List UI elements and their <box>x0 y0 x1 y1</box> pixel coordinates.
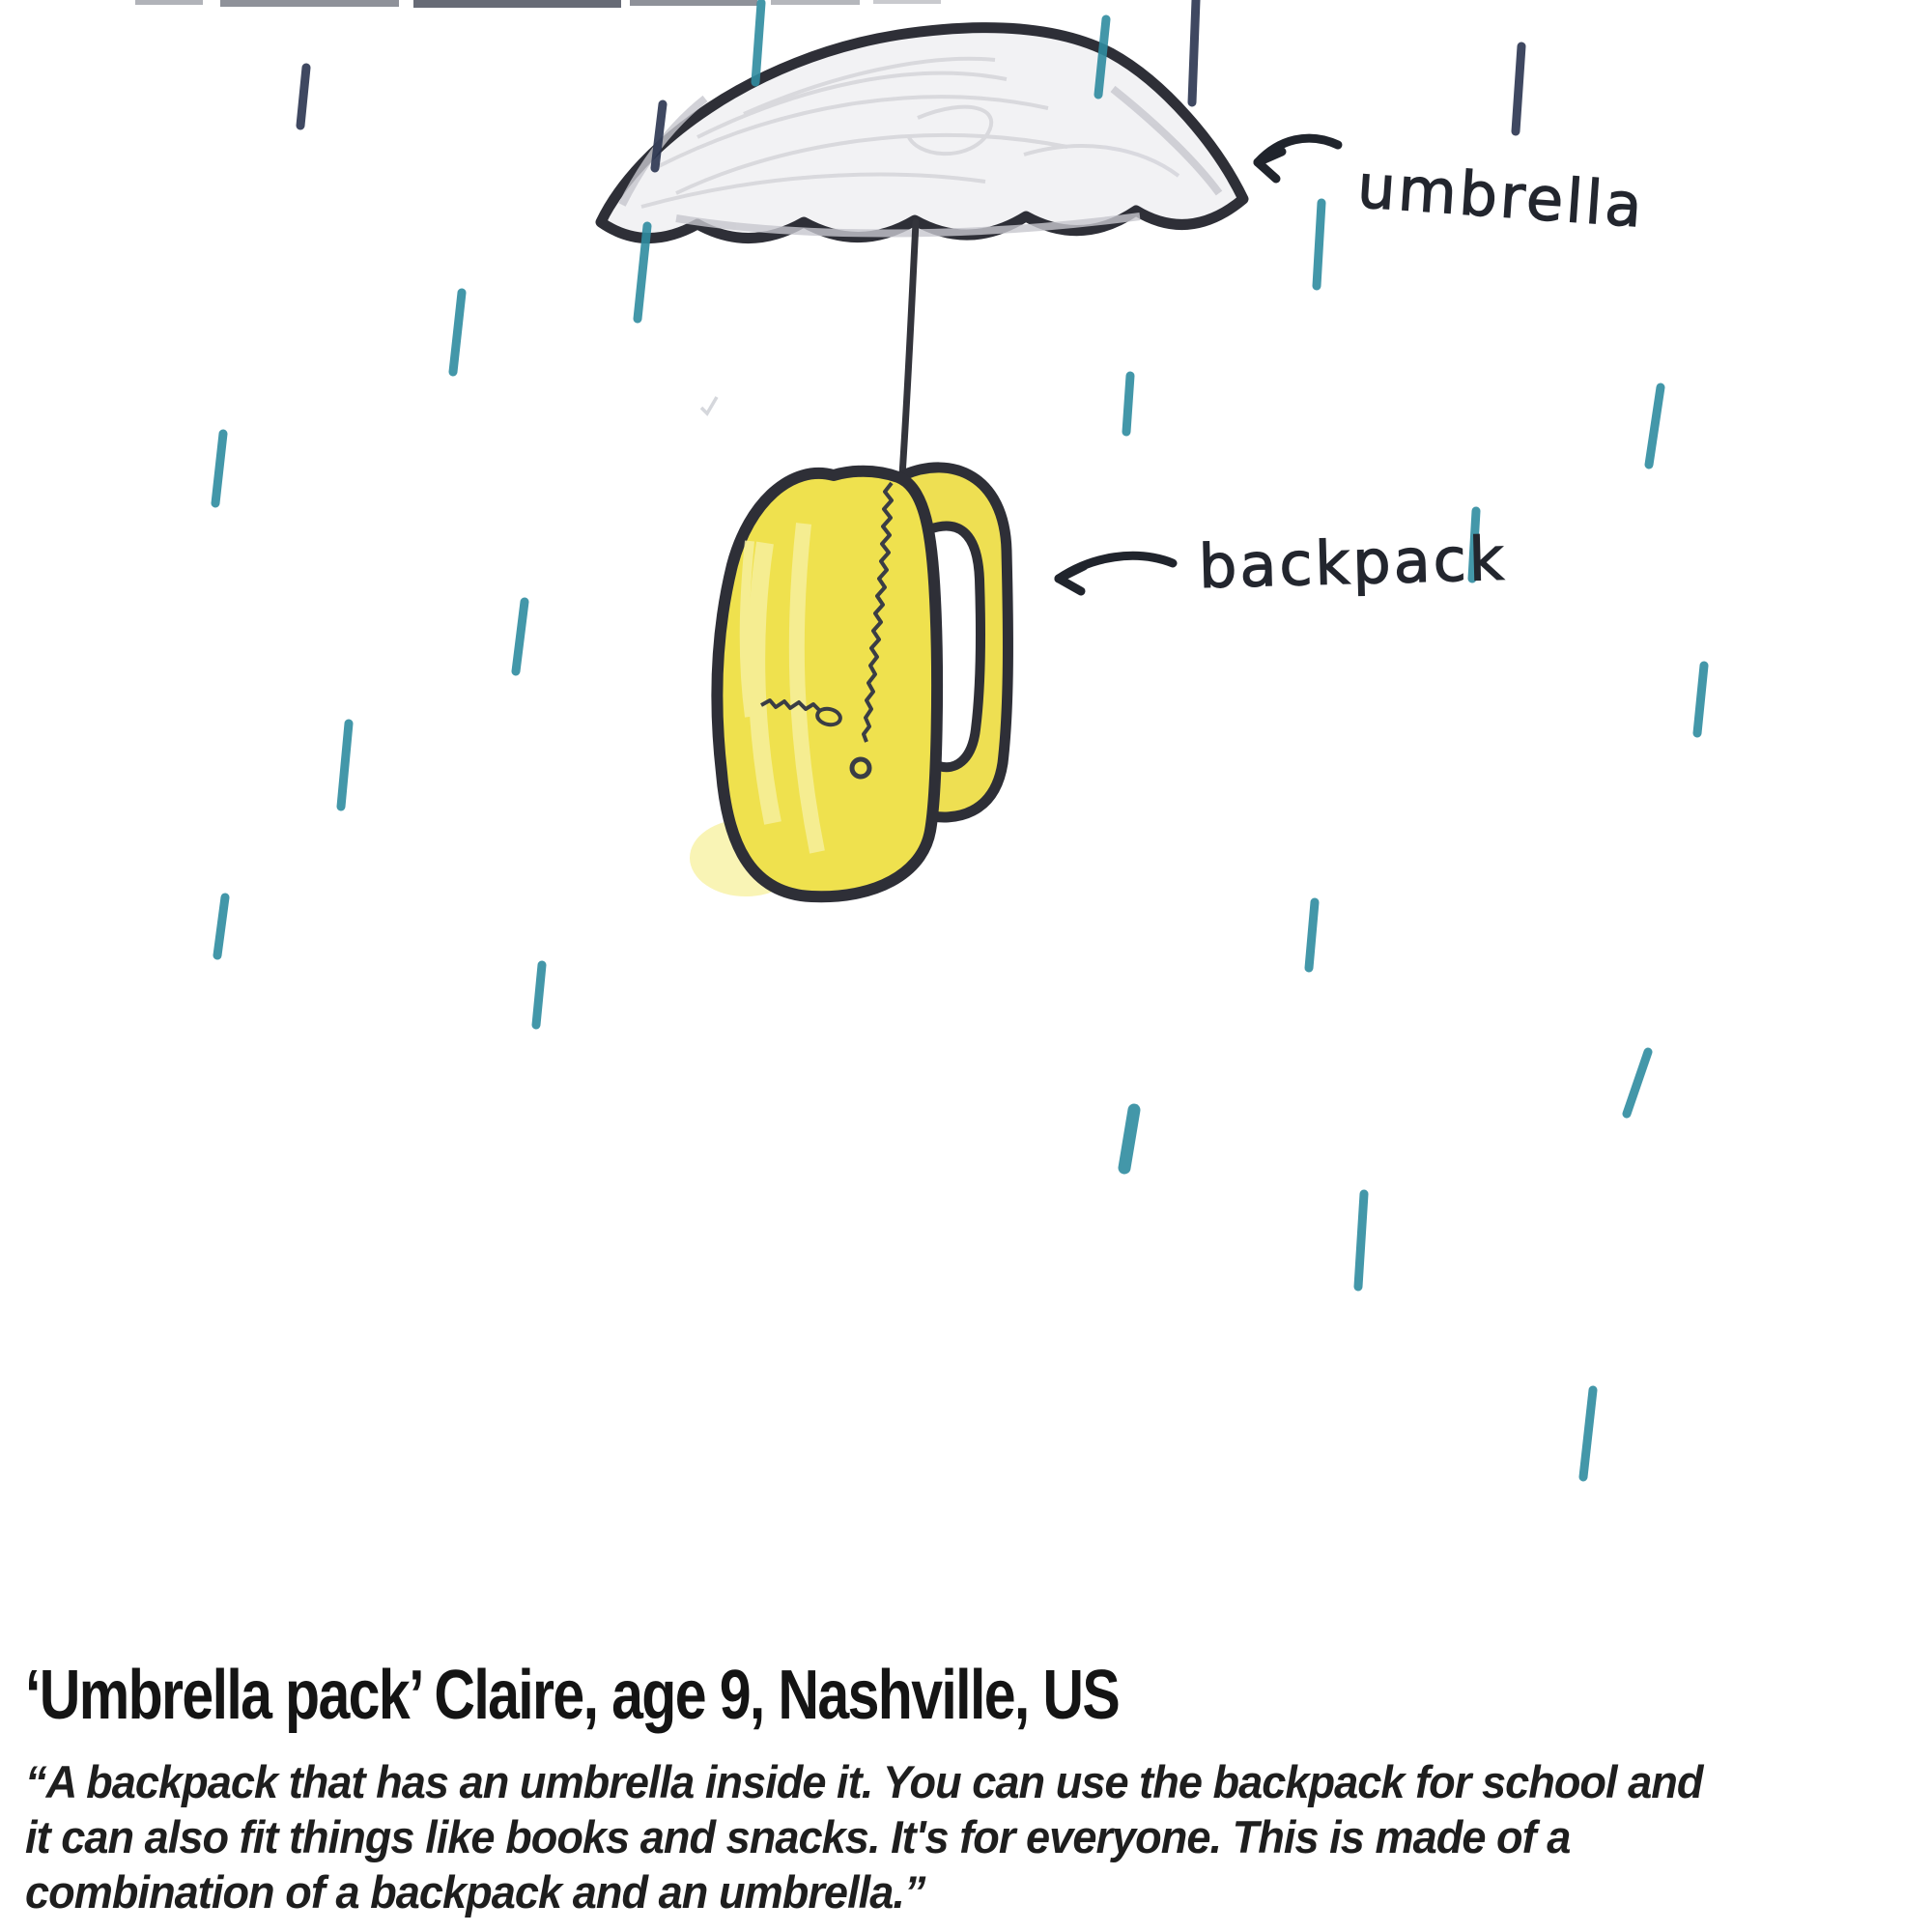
rain-drop <box>536 965 542 1025</box>
rain-drop <box>516 602 525 671</box>
rain-drop <box>341 724 349 807</box>
rain-drop <box>1627 1052 1648 1114</box>
rain-drop <box>1126 376 1130 432</box>
arrow-to-umbrella-icon <box>1258 138 1338 179</box>
rain-drop <box>217 897 225 955</box>
umbrella-pole <box>902 222 916 475</box>
umbrella-label: umbrella <box>1354 151 1648 242</box>
quote-line: combination of a backpack and an umbrella.” <box>25 1865 925 1918</box>
umbrella-canopy-shape <box>601 28 1243 239</box>
rain-drop <box>1583 1390 1593 1477</box>
rain-drop <box>215 434 223 503</box>
quote-line: it can also fit things like books and snacks. It's for everyone. This is made of a <box>25 1810 1571 1862</box>
scan-smudge <box>135 0 941 8</box>
arrow-to-backpack-icon <box>1059 555 1173 591</box>
backpack-label: backpack <box>1198 523 1508 602</box>
caption-title: ‘Umbrella pack’ Claire, age 9, Nashville, US <box>25 1657 1120 1734</box>
rain-drop <box>1317 203 1321 286</box>
rain-drop <box>1649 387 1661 465</box>
caption-quote <box>25 1754 1928 1919</box>
umbrella-canopy <box>601 28 1243 239</box>
rain-drop <box>453 293 462 372</box>
rain-drop <box>1309 902 1315 968</box>
quote-line: “A backpack that has an umbrella inside it. You can use the backpack for school and <box>25 1755 1703 1807</box>
rain-drop <box>300 68 306 126</box>
rain-drop <box>1516 46 1521 131</box>
caption-block <box>25 1657 1928 1919</box>
rain-drop <box>1358 1194 1364 1287</box>
rain-drop <box>1124 1110 1134 1168</box>
rain-drop <box>1697 666 1704 733</box>
pencil-stray-mark <box>701 397 717 413</box>
rain-drop <box>755 3 761 82</box>
rain-drop <box>1192 0 1196 102</box>
backpack-drawing <box>690 468 1008 896</box>
